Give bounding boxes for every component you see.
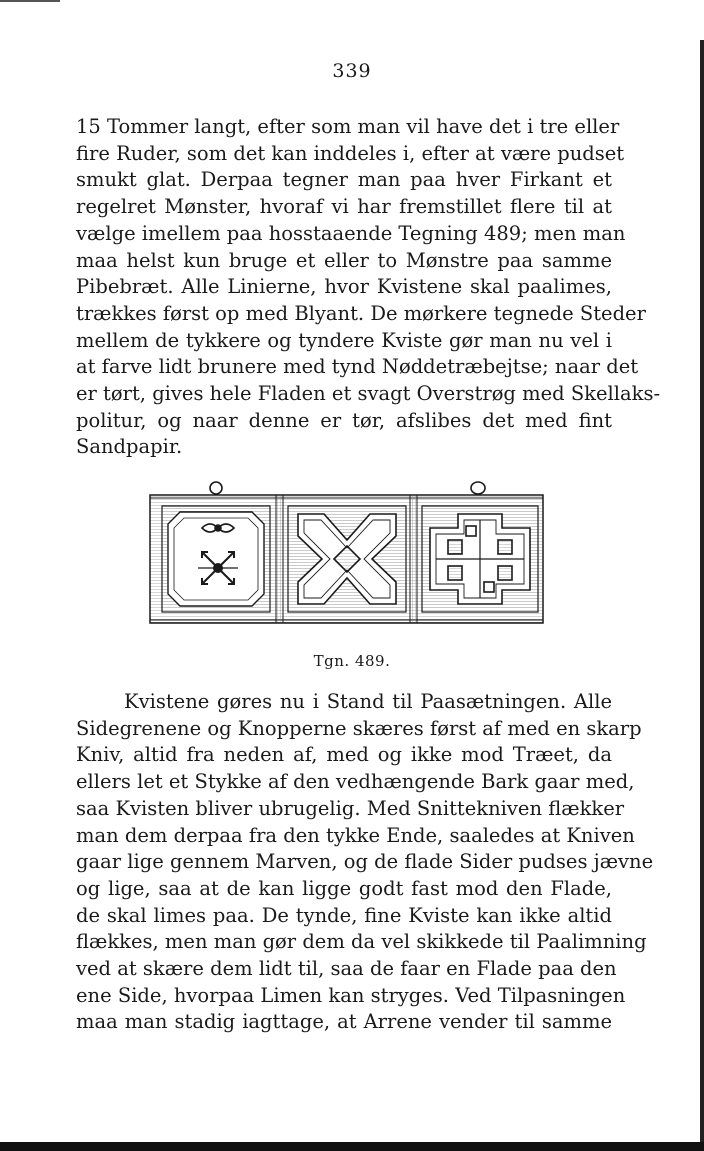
figure-pipe-rack-illustration	[148, 478, 548, 628]
text-line: maa man stadig iagttage, at Arrene vender til samme	[76, 1010, 612, 1034]
text-line: Sandpapir.	[76, 435, 183, 459]
text-line: og lige, saa at de kan ligge godt fast mod den Flade,	[76, 876, 612, 900]
text-line: mellem de tykkere og tyndere Kviste gør man nu vel i	[76, 328, 612, 352]
scan-edge-right	[700, 40, 704, 1151]
panel-knot-cross	[162, 506, 270, 612]
scan-edge-top	[0, 0, 60, 2]
text-line: Kvistene gøres nu i Stand til Paasætningen. Alle	[124, 690, 612, 713]
page-number: 339	[332, 60, 372, 82]
text-line: Sidegrenene og Knopperne skæres først af med en skarp	[76, 716, 642, 740]
text-line: ellers let et Stykke af den vedhængende Bark gaar med,	[76, 770, 635, 794]
text-line: vælge imellem paa hosstaaende Tegning 489; men man	[76, 221, 626, 245]
text-line: man dem derpaa fra den tykke Ende, saaledes at Kniven	[76, 823, 635, 847]
text-line: smukt glat. Derpaa tegner man paa hver Firkant et	[76, 168, 612, 192]
text-line: ved at skære dem lidt til, saa de faar en Flade paa den	[76, 957, 617, 981]
paragraph-2	[76, 689, 654, 1036]
text-line: er tørt, gives hele Fladen et svagt Overstrøg med Skellaks-	[76, 382, 661, 406]
text-line: trækkes først op med Blyant. De mørkere tegnede Steder	[76, 301, 646, 325]
hanging-ring-left	[210, 482, 222, 494]
text-line: maa helst kun bruge et eller to Mønstre paa samme	[76, 248, 612, 272]
hanging-ring-right	[471, 482, 485, 494]
scan-edge-bottom	[0, 1142, 704, 1151]
text-line: gaar lige gennem Marven, og de flade Sider pudses jævne	[76, 850, 654, 874]
text-line: 15 Tommer langt, efter som man vil have det i tre eller	[76, 115, 620, 138]
paragraph-1	[76, 114, 661, 461]
text-line: regelret Mønster, hvoraf vi har fremstillet flere til at	[76, 195, 612, 219]
figure-caption: Tgn. 489.	[313, 652, 391, 670]
text-line: saa Kvisten bliver ubrugelig. Med Snittekniven flækker	[76, 796, 625, 820]
text-line: flækkes, men man gør dem da vel skikkede til Paalimning	[76, 930, 647, 954]
text-line: Kniv, altid fra neden af, med og ikke mod Træet, da	[76, 743, 612, 767]
text-line: fire Ruder, som det kan inddeles i, efter at være pudset	[76, 141, 625, 165]
text-line: de skal limes paa. De tynde, fine Kviste kan ikke altid	[76, 903, 612, 927]
text-line: Pibebræt. Alle Linierne, hvor Kvistene skal paalimes,	[76, 275, 612, 299]
text-line: ene Side, hvorpaa Limen kan stryges. Ved Tilpasningen	[76, 983, 626, 1007]
text-line: politur, og naar denne er tør, afslibes det med fint	[76, 408, 612, 432]
panel-diagonal-x	[288, 506, 406, 612]
text-line: at farve lidt brunere med tynd Nøddetræbejtse; naar det	[76, 355, 639, 379]
panel-square-fret	[422, 506, 538, 612]
